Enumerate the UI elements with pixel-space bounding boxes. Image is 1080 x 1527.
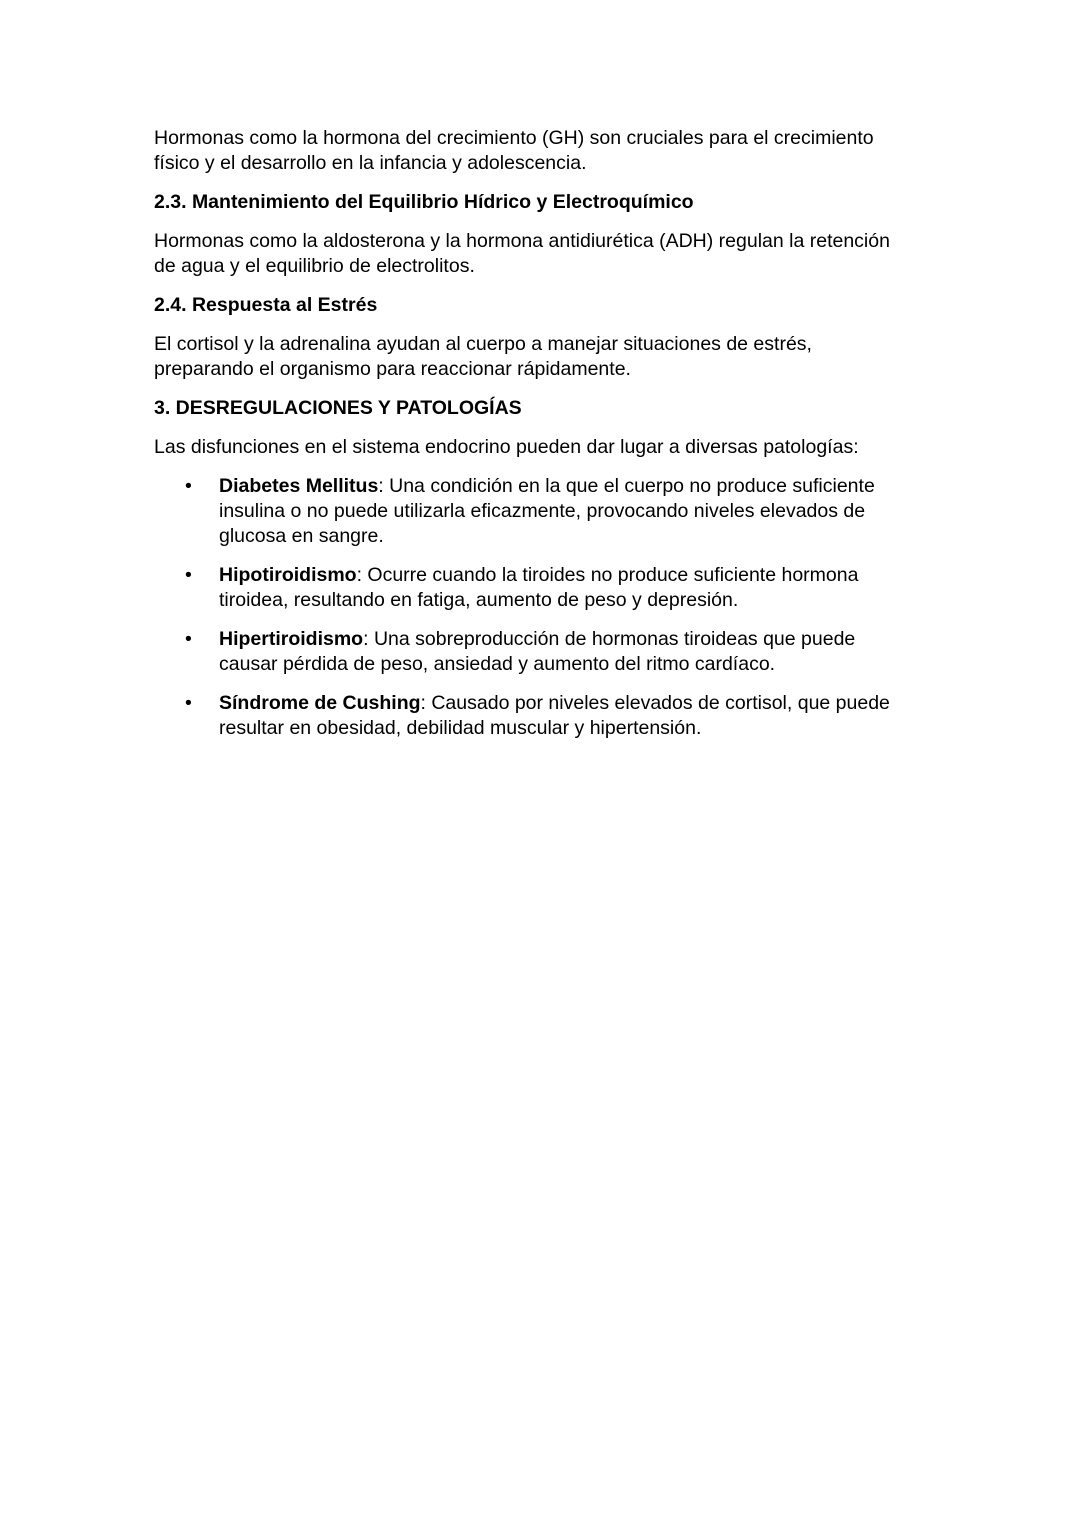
list-item-term: Diabetes Mellitus — [219, 475, 379, 497]
list-item-description: : Una sobreproducción de hormonas tiroideas que puede causar pérdida de peso, ansiedad y aumento del ritmo cardíaco. — [219, 628, 856, 675]
list-item-term: Síndrome de Cushing — [219, 692, 421, 714]
section-2-4-heading: 2.4. Respuesta al Estrés — [154, 294, 378, 316]
list-item — [154, 563, 914, 613]
list-item-description: : Ocurre cuando la tiroides no produce suficiente hormona tiroidea, resultando en fatiga, aumento de peso y depresión. — [219, 564, 859, 611]
list-item-term: Hipertiroidismo — [219, 628, 364, 650]
bullet-icon: • — [185, 475, 192, 497]
section-3-heading: 3. DESREGULACIONES Y PATOLOGÍAS — [154, 397, 522, 419]
pathology-list — [154, 474, 914, 741]
section-2-3-heading: 2.3. Mantenimiento del Equilibrio Hídrico y Electroquímico — [154, 191, 694, 213]
section-3-intro: Las disfunciones en el sistema endocrino pueden dar lugar a diversas patologías: — [154, 436, 859, 458]
bullet-icon: • — [185, 692, 192, 714]
list-item — [154, 474, 914, 549]
section-2-3-body: Hormonas como la aldosterona y la hormona antidiurética (ADH) regulan la retención de agua y el equilibrio de electrolitos. — [154, 230, 890, 277]
list-item — [154, 627, 914, 677]
bullet-icon: • — [185, 628, 192, 650]
list-item-term: Hipotiroidismo — [219, 564, 357, 586]
list-item-description: : Causado por niveles elevados de cortisol, que puede resultar en obesidad, debilidad muscular y hipertensión. — [219, 692, 890, 739]
list-item — [154, 691, 914, 741]
document-page — [154, 126, 914, 755]
bullet-icon: • — [185, 564, 192, 586]
list-item-description: : Una condición en la que el cuerpo no produce suficiente insulina o no puede utilizarla eficazmente, provocando niveles elevados de glucosa en sangre. — [219, 475, 875, 547]
section-2-4-body: El cortisol y la adrenalina ayudan al cuerpo a manejar situaciones de estrés, preparando el organismo para reaccionar rápidamente. — [154, 333, 812, 380]
intro-paragraph: Hormonas como la hormona del crecimiento (GH) son cruciales para el crecimiento físico y el desarrollo en la infancia y adolescencia. — [154, 127, 874, 174]
